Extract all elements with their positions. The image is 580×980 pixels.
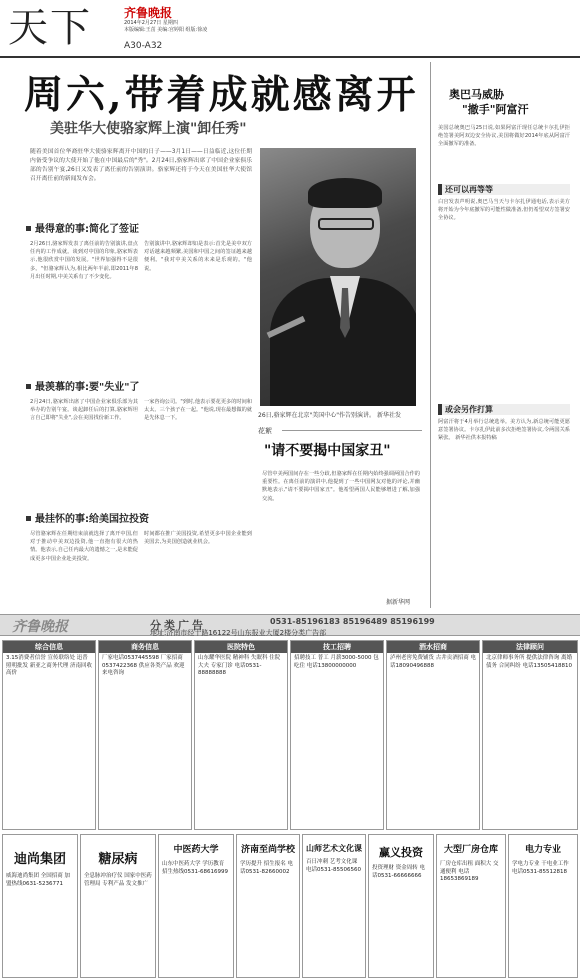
section-1-col-2: 告别演讲中,骆家辉却如是表示:首先是美中双方对话越来越频繁,美国和中国之间的签证越来越便利。"我对中美关系的未来是乐观的。"他说。 — [144, 241, 252, 272]
comment-rule — [282, 430, 422, 431]
editors: 本版编辑:王茁 美编:宫婷阳 组版:徐凌 — [124, 27, 208, 33]
ad-14-title: 电力专业 — [524, 845, 561, 855]
ads-band-title: 分类广告 — [150, 619, 206, 632]
ad-4[interactable] — [290, 640, 384, 830]
comment-title: "请不要揭中国家丑" — [264, 443, 391, 459]
ad-3-body: 山东耀华医院 精神科 失眠科 住院大夫 专家门诊 电话0531-88888888 — [198, 655, 281, 676]
ad-7-body: 威海迪尚集团 全国招商 加盟热线0631-5236771 — [6, 873, 70, 887]
ad-8[interactable] — [80, 834, 156, 978]
ad-11[interactable] — [302, 834, 366, 978]
section-2-title: 最羡慕的事:要"失业"了 — [26, 378, 139, 393]
ad-13-title: 大型厂房仓库 — [443, 845, 498, 855]
ad-12-body: 投资理财 资金周转 电话0531-66666666 — [372, 865, 425, 879]
ad-12-title: 赢义投资 — [379, 846, 423, 859]
page-range: A30-A32 — [124, 41, 163, 51]
subheadline: 美驻华大使骆家辉上演"卸任秀" — [50, 121, 247, 137]
paper-logo: 齐鲁晚报 — [124, 6, 173, 20]
top-rule — [0, 56, 580, 58]
ad-8-body: 全息脉冲治疗仪 国家中医药管理局 专利产品 发文推广 — [84, 873, 152, 887]
comment-label: 花絮 — [258, 427, 272, 435]
ad-2[interactable] — [98, 640, 192, 830]
section-title: 天下 — [8, 5, 92, 51]
ad-2-body: 厂家电话0537445598 厂家招商0537422368 供应各类产品 欢迎来电咨询 — [102, 655, 185, 676]
section-1-col-1: 2月26日,骆家辉发表了离任前的告别演讲,盘点任内的工作成就。谈到对中国的印象,骆家辉表示,他很欣赏中国的发展。"世界加强得不是很多。"但骆家辉认为,相比两年半前,即2011年8月出任时期,中美关系有了不少变化。 — [30, 241, 138, 280]
section-3-title: 最挂怀的事:给美国拉投资 — [26, 510, 149, 525]
ad-12[interactable] — [368, 834, 434, 978]
headline: 周六,带着成就感离开 — [24, 72, 419, 118]
ads-band-address: 地址:济南市经十路16122号山东报业大厦2楼分类广告部 — [150, 629, 327, 637]
sidebar-title-2: "撤手"阿富汗 — [462, 103, 529, 116]
portrait-photo — [260, 148, 416, 406]
sidebar-sub-2: 或会另作打算 — [438, 404, 570, 415]
ad-1-title: 综合信息 — [3, 641, 95, 653]
ad-9-title: 中医药大学 — [173, 845, 219, 855]
ad-7-title: 迪尚集团 — [13, 852, 66, 867]
ad-2-title: 商务信息 — [99, 641, 191, 653]
sidebar-body-1: 美国总统奥巴马25日说,如果阿富汗现任总统卡尔扎伊拒绝签署美阿双边安全协议,美国将做好2014年底从阿富汗全面撤军的准备。 — [438, 125, 570, 148]
lead-paragraph: 随着美国首位华裔驻华大使骆家辉离开中国的日子——3月1日——日益临近,这位任期内备受争议的大使开始了他在中国最后的"秀"。2月24日,骆家辉出席了中国企业家俱乐部的告别午宴,26日又发表了离任前的告别演讲。骆家辉还将于今天在美国驻华大使馆召开离任前的新闻发布会。 — [30, 149, 252, 182]
ad-8-title: 糖尿病 — [98, 852, 138, 867]
ad-3-title: 医院特色 — [195, 641, 287, 653]
ad-13-body: 厂房仓库出租 面积大 交通便利 电话18653869189 — [440, 861, 499, 882]
ad-7[interactable] — [2, 834, 78, 978]
ad-5-title: 酒水招商 — [387, 641, 479, 653]
section-1-title: 最得意的事:简化了签证 — [26, 220, 139, 235]
ads-band-logo: 齐鲁晚报 — [12, 619, 68, 635]
ad-13[interactable] — [436, 834, 506, 978]
ad-9[interactable] — [158, 834, 234, 978]
sidebar-title-1: 奥巴马威胁 — [449, 88, 504, 101]
ad-1-body: 3.15消费者信誉 宣传联络处 迅普照明批发 新亚之商务代理 济南回收高价 — [6, 655, 92, 676]
ad-11-title: 山师艺术文化课 — [306, 844, 362, 853]
section-2-col-1: 2月24日,骆家辉出席了中国企业家俱乐部为其举办的告别午宴。谈起卸任后的打算,骆家辉坦言自己即将"失业",会在美国找份新工作。 — [30, 399, 138, 422]
section-3-col-2: 时间都在推广美国投资,希望更多中国企业能到美国去,为美国创造就业机会。 — [144, 531, 252, 546]
ad-5-body: 泸州老窖免费铺货 古井贡酒招商 电话18090496888 — [390, 655, 476, 669]
ad-1[interactable] — [2, 640, 96, 830]
ad-9-body: 山东中医药大学 学历教育 招生热线0531-68616999 — [162, 861, 228, 875]
ad-11-body: 百日冲刺 艺考文化课 电话0531-85506560 — [306, 859, 361, 873]
date-line — [124, 20, 294, 34]
sidebar-divider — [430, 62, 431, 608]
section-3-col-1: 尽管骆家辉在任期结束前就选择了离开中国,但对于推动中美双边投资,他一直抱有很大的热情。他表示,自己任内最大的遗憾之一,是未能促成更多中国企业赴美投资。 — [30, 531, 138, 562]
section-2-col-2: 一家咨询公司。"到时,他表示要花更多的时间和太太、三个孩子在一起。"他说,现在最想做的就是先休息一下。 — [144, 399, 252, 422]
ad-3[interactable] — [194, 640, 288, 830]
ad-14[interactable] — [508, 834, 578, 978]
sidebar-sub-1: 还可以再等等 — [438, 184, 570, 195]
photo-caption: 26日,骆家辉在北京"美国中心"作告别演讲。 新华社发 — [258, 412, 401, 419]
ads-band-hotline: 0531-85196183 85196489 85196199 — [270, 617, 435, 626]
ad-6-body: 北京律师事务所 提供法律咨询 离婚 债务 合同纠纷 电话13505418810 — [486, 655, 572, 669]
ad-4-title: 技工招聘 — [291, 641, 383, 653]
ad-4-body: 招聘技工 普工 月薪3000-5000 包吃住 电话13800000000 — [294, 655, 379, 669]
ad-6[interactable] — [482, 640, 578, 830]
sidebar-body-2: 白宫发表声明说,奥巴马当天与卡尔扎伊通电话,表示美方将开始为今年底撤军的可能性做准备,但仍希望双方签署安全协议。 — [438, 199, 570, 222]
ad-14-body: 学电力专业 干电业工作 电话0531-85512818 — [512, 861, 569, 875]
ad-5[interactable] — [386, 640, 480, 830]
comment-source: 据新华网 — [386, 599, 411, 606]
ad-10-title: 济南至尚学校 — [240, 845, 295, 855]
ad-10-body: 学历提升 招生报名 电话0531-82660002 — [240, 861, 293, 875]
ad-10[interactable] — [236, 834, 300, 978]
comment-body: 尽管中美两国间存在一些分歧,但骆家辉在任期内始终强调两国合作的重要性。在离任前的演讲中,他提到了一些中国网友对他的评论,并幽默地表示,"请不要揭中国家丑"。他希望两国人民能够增进了解,加强交流。 — [262, 471, 420, 502]
ad-6-title: 法律顾问 — [483, 641, 577, 653]
sidebar-body-3: 阿富汗将于4月举行总统选举。美方认为,新总统可能更愿意签署协议。卡尔扎伊此前多次拒绝签署协议,令两国关系紧张。 新华社供本报特稿 — [438, 419, 570, 442]
date: 2014年2月27日 星期四 — [124, 20, 178, 26]
